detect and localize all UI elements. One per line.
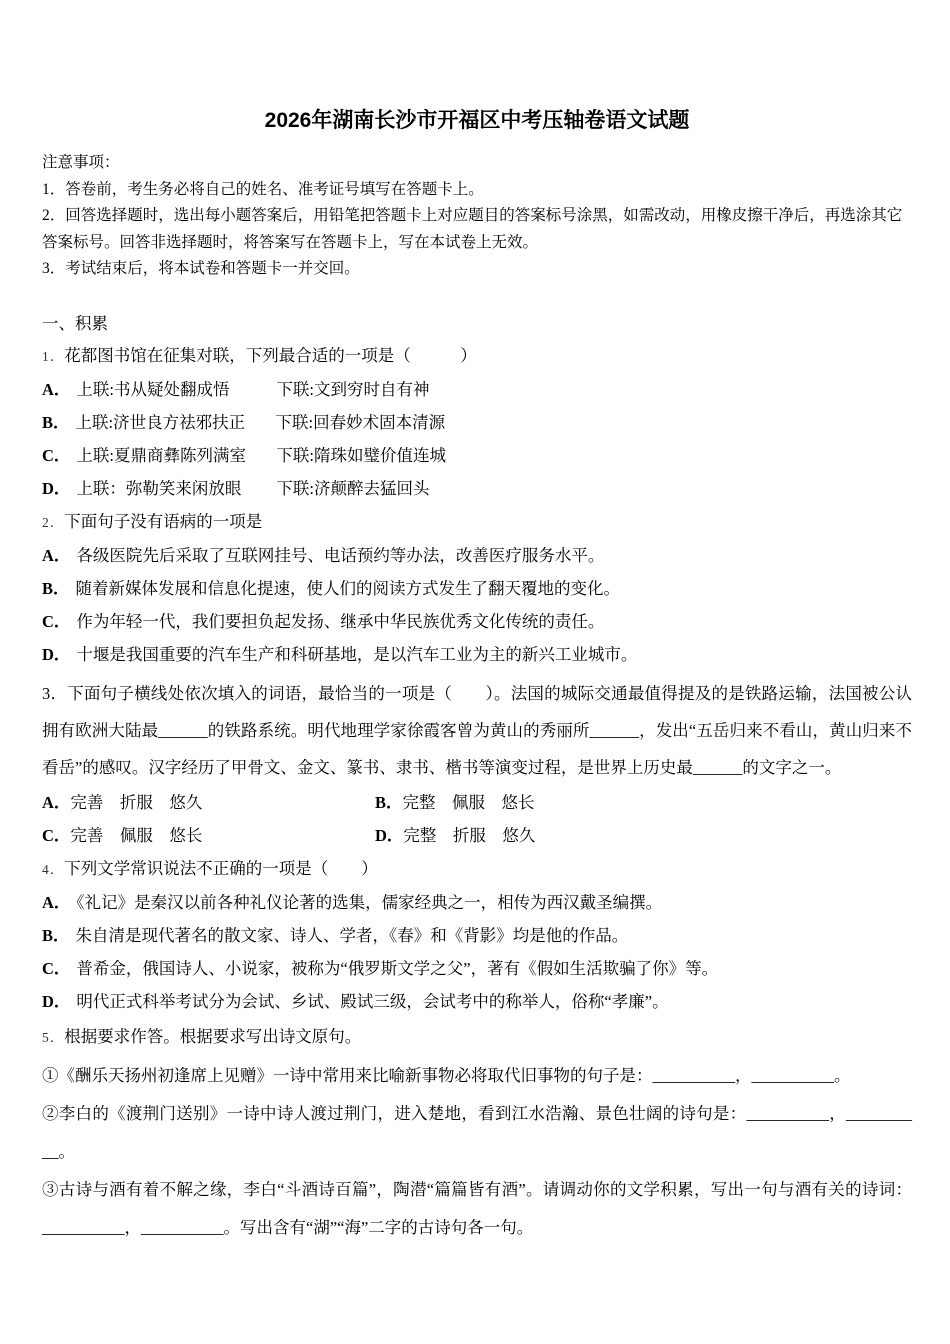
option-text: 普希金，俄国诗人、小说家，被称为“俄罗斯文学之父”，著有《假如生活欺骗了你》等。: [76, 958, 719, 978]
question-stem-text: 下列文学常识说法不正确的一项是（ ）: [64, 858, 378, 878]
option-text: 完善 佩服 悠长: [70, 825, 203, 845]
option-label: D．: [375, 825, 404, 845]
option-label: B．: [375, 792, 403, 812]
option-lower-couplet: 下联:文到穷时自有神: [276, 379, 430, 399]
notice-heading: 注意事项：: [42, 154, 120, 171]
option-label: B．: [42, 925, 70, 945]
option-text: 十堰是我国重要的汽车生产和科研基地，是以汽车工业为主的新兴工业城市。: [76, 644, 638, 664]
option-text: 《礼记》是秦汉以前各种礼仪论著的选集，儒家经典之一，相传为西汉戴圣编撰。: [76, 892, 663, 912]
question-number: 4．: [42, 861, 65, 877]
option-label: C．: [42, 825, 71, 845]
question-number: 5．: [42, 1029, 65, 1045]
q3-options-row-1: [42, 786, 912, 819]
option-text: 随着新媒体发展和信息化提速，使人们的阅读方式发生了翻天覆地的变化。: [75, 578, 621, 598]
option-lower-couplet: 下联:济颠醉去猛回头: [276, 478, 430, 498]
q5-item-2: ②李白的《渡荆门送别》一诗中诗人渡过荆门，进入楚地，看到江水浩瀚、景色壮阔的诗句是：__________，________ __。: [42, 1103, 912, 1161]
notice-section: [42, 150, 912, 283]
question-2: [42, 505, 912, 671]
question-3-stem: [42, 675, 912, 786]
q2-option-a: [42, 539, 912, 572]
q4-option-c: [42, 952, 912, 985]
option-text: 完善 折服 悠久: [70, 792, 203, 812]
option-label: B．: [42, 578, 70, 598]
section-heading-accumulation: 一、积累: [42, 313, 108, 333]
option-text: 明代正式科举考试分为会试、乡试、殿试三级，会试考中的称举人，俗称“孝廉”。: [76, 991, 669, 1011]
question-number: 1．: [42, 348, 65, 364]
q5-item-3: ③古诗与酒有着不解之缘，李白“斗酒诗百篇”，陶潜“篇篇皆有酒”。请调动你的文学积累，写出一句与酒有关的诗词：__________，__________。写出含有“湖”“海”二字的古诗句各一句。: [42, 1179, 912, 1237]
option-label: A．: [42, 892, 71, 912]
option-text: 完整 佩服 悠长: [402, 792, 535, 812]
q4-option-a: [42, 886, 912, 919]
notice-item-3: 3．考试结束后，将本试卷和答题卡一并交回。: [42, 260, 360, 277]
q2-option-b: [42, 572, 912, 605]
question-1: [42, 339, 912, 505]
option-lower-couplet: 下联:回春妙术固本清源: [275, 412, 446, 432]
option-label: A．: [42, 545, 71, 565]
option-text: 各级医院先后采取了互联网挂号、电话预约等办法，改善医疗服务水平。: [76, 545, 605, 565]
q3-options-row-2: [42, 819, 912, 852]
q3-option-a: [42, 786, 375, 819]
option-upper-couplet: 上联:济世良方祛邪扶正: [75, 412, 246, 432]
option-text: 作为年轻一代，我们要担负起发扬、继承中华民族优秀文化传统的责任。: [76, 611, 605, 631]
page-title: 2026年湖南长沙市开福区中考压轴卷语文试题: [264, 109, 690, 132]
q1-option-b: [42, 406, 912, 439]
q1-option-c: [42, 439, 912, 472]
q1-option-d: [42, 472, 912, 505]
option-label: D．: [42, 991, 71, 1011]
question-4-stem: [42, 852, 912, 886]
option-upper-couplet: 上联：弥勒笑来闲放眼: [76, 478, 242, 498]
question-number: 2．: [42, 514, 65, 530]
option-label: D．: [42, 644, 71, 664]
question-4: [42, 852, 912, 1018]
q4-option-d: [42, 985, 912, 1018]
option-label: D．: [42, 478, 71, 498]
option-label: C．: [42, 611, 71, 631]
q3-option-b: [375, 793, 535, 812]
q3-option-d: [375, 826, 535, 845]
option-text: 朱自清是现代著名的散文家、诗人、学者，《春》和《背影》均是他的作品。: [75, 925, 629, 945]
question-stem-text: 下面句子没有语病的一项是: [64, 511, 263, 531]
option-label: C．: [42, 445, 71, 465]
notice-item-2: 2．回答选择题时，选出每小题答案后，用铅笔把答题卡上对应题目的答案标号涂黑，如需改动，用橡皮擦干净后，再选涂其它答案标号。回答非选择题时，将答案写在答题卡上，写在本试卷上无效。: [42, 207, 903, 251]
question-5: [42, 1018, 912, 1247]
q5-item-1: ①《酬乐天扬州初逢席上见赠》一诗中常用来比喻新事物必将取代旧事物的句子是：__________，__________。: [42, 1065, 851, 1085]
question-1-stem: [42, 339, 912, 373]
q4-option-b: [42, 919, 912, 952]
option-label: A．: [42, 792, 71, 812]
question-3: [42, 675, 912, 852]
q2-option-d: [42, 638, 912, 671]
question-stem-text: 下面句子横线处依次填入的词语，最恰当的一项是（ ）。法国的城际交通最值得提及的是铁路运输，法国被公认拥有欧洲大陆最______的铁路系统。明代地理学家徐霞客曾为黄山的秀丽所______，发出“五岳归来不看山，黄山归来不看岳”的感叹。汉字经历了甲骨文、金文、篆书、隶书、楷书等演变过程，是世界上历史最______的文字之一。: [42, 683, 913, 777]
question-5-stem: [42, 1018, 912, 1057]
option-label: A．: [42, 379, 71, 399]
option-text: 完整 折服 悠久: [403, 825, 536, 845]
option-label: C．: [42, 958, 71, 978]
option-lower-couplet: 下联:隋珠如璧价值连城: [276, 445, 447, 465]
option-upper-couplet: 上联:书从疑处翻成悟: [76, 379, 230, 399]
notice-item-1: 1．答卷前，考生务必将自己的姓名、准考证号填写在答题卡上。: [42, 180, 484, 198]
q2-option-c: [42, 605, 912, 638]
question-number: 3．: [42, 683, 68, 703]
question-stem-text: 花都图书馆在征集对联，下列最合适的一项是（ ）: [64, 345, 477, 365]
option-upper-couplet: 上联:夏鼎商彝陈列满室: [76, 445, 247, 465]
question-2-stem: [42, 505, 912, 539]
question-stem-text: 根据要求作答。根据要求写出诗文原句。: [64, 1026, 362, 1046]
option-label: B．: [42, 412, 70, 432]
q1-option-a: [42, 373, 912, 406]
q3-option-c: [42, 819, 375, 852]
